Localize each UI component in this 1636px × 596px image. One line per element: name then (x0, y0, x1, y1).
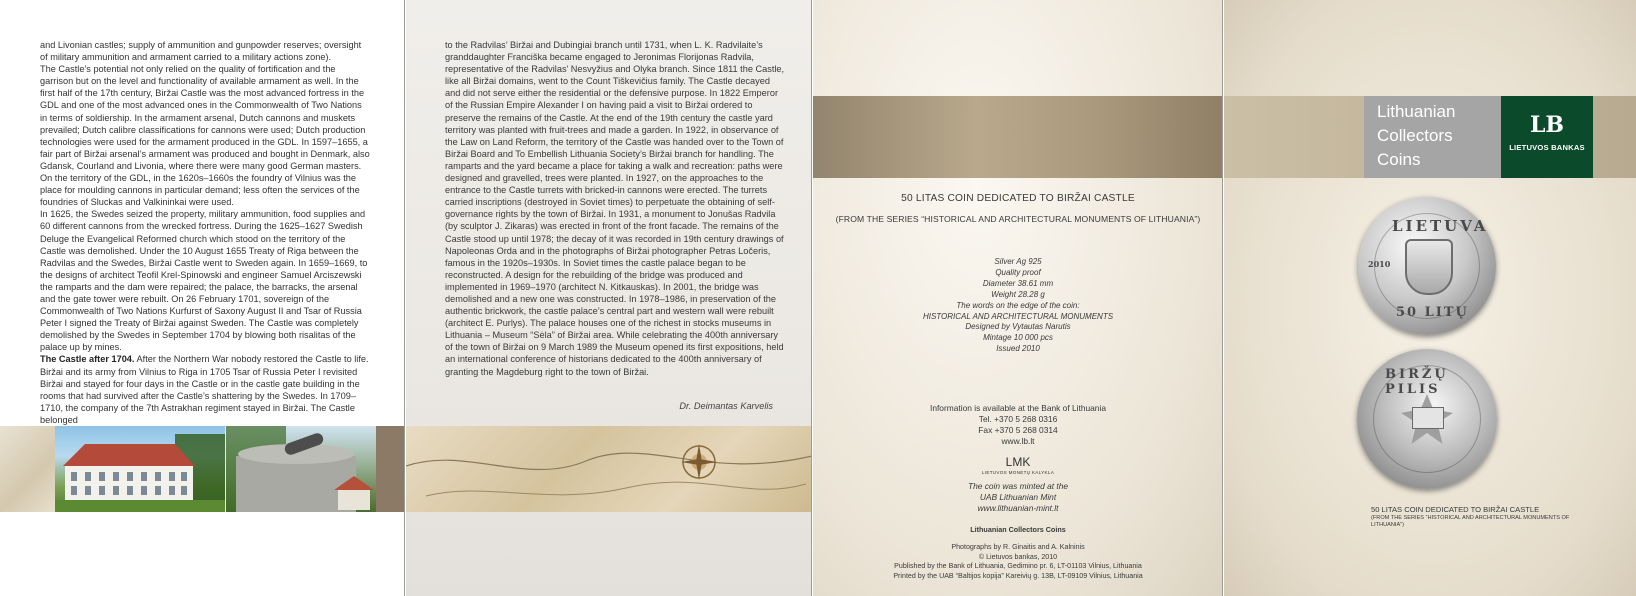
mint-website-link[interactable]: www.lithuanian-mint.lt (977, 503, 1059, 513)
history-text-left (40, 39, 370, 426)
photo-strip (0, 426, 405, 512)
map-banner (813, 96, 1223, 178)
mint-line: The coin was minted at the (967, 481, 1069, 491)
coin-series: (FROM THE SERIES “HISTORICAL AND ARCHITECTURAL MONUMENTS OF LITHUANIA”) (835, 214, 1201, 224)
series-title (1377, 100, 1502, 172)
spec-line: Diameter 38.61 mm (982, 278, 1054, 288)
mint-logo-icon: LMK (1005, 455, 1031, 469)
old-map-strip (406, 426, 812, 512)
coin-obverse-top-text: LIETUVA (1392, 217, 1489, 235)
paragraph: and Livonian castles; supply of ammunition and gunpowder reserves; oversight of military ammunition and armament carried to a military actions zone). (40, 40, 362, 63)
cover-caption-series: (FROM THE SERIES “HISTORICAL AND ARCHITECTURAL MONUMENTS OF LITHUANIA”) (1371, 515, 1570, 528)
section-heading: The Castle after 1704. (40, 354, 135, 365)
cover-coin-caption (1371, 505, 1571, 529)
credits (813, 543, 1223, 581)
credit-line: Photographs by R. Ginaitis and A. Kalninis (951, 543, 1085, 551)
mint-note (813, 481, 1223, 514)
cover-caption-title: 50 LITAS COIN DEDICATED TO BIRŽAI CASTLE (1371, 505, 1540, 514)
history-text-right: to the Radvilas’ Biržai and Dubingiai branch until 1731, when L. K. Radvilaite’s granddaughter Franciška became engaged to Jeronimas Florijonas Radvila, representative of the Radvilas’ Nesvyžius and Olyka branch. Since 1811 the Castle, like all Biržai domains, went to the Count Tiškevičius family. The Castle decayed and did not serve either the residential or the defensive purpose. In 1822 Emperor of the Russian Empire Alexander I on having paid a visit to Biržai ordered to preserve the remains of the Castle. At the end of the 19th century the castle yard territory was planted with fruit-trees and made a garden. In 1922, in observance of the Law on Land Reform, the territory of the Castle was handed over to the Town of Biržai Board and To Embellish Lithuania Society’s Biržai branch for handling. The ramparts and the yard became a place for taking a walk and recreation: paths were designed and gravelled, trees were planted. In 1927, on the approaches to the entrance to the Castle turrets with bricked-in cannons were erected. The turrets carried inscriptions (destroyed in Soviet times) to perpetuate the obtaining of self-governance rights by the town of Biržai. In 1931, a monument to Jonušas Radvila (by sculptor J. Zikaras) was erected in front of the front facade. The remains of the Castle stood up until 1978; the decay of it was recorded in 19th century drawings of Napoleonas Orda and in the photographs of Biržai photographer Petras Ločeris, famous in the 1920s–1930s. In Soviet times the castle palace began to be reconstructed. A design for the rebuilding of the bridge was produced and implemented in 1969–1970 (architect N. Kitkauskas). In 2001, the bridge was demolished and a new one was constructed. In 1978–1986, in preservation of the authentic brickwork, the castle palace’s central part and western wall were rebuilt (architect E. Purlys). The palace houses one of the richest in stocks museums in Lithuania – Museum “Sėla” of Biržai area. While celebrating the 400th anniversary of the town of Biržai on 9 March 1989 the Museum opened its first expositions, held an international conference of historians dedicated to the 400th anniversary of granting the Magdeburg right to the town of Biržai. (445, 40, 785, 377)
mint-line: UAB Lithuanian Mint (979, 492, 1057, 502)
paragraph: The Castle’s potential not only relied on the quality of fortification and the garrison but on the level and functionality of available armament as well. In the first half of the 17th century, Biržai Castle was the most advanced fortress in the GDL and one of the most advanced ones in the Commonwealth of Two Nations in terms of soldiership. In the armament arsenal, Dutch cannons and muskets prevailed; Dutch calibre classifications for cannons were used; Dutch production technologies were used for the armament produced in the GDL. In 1597–1655, a fair part of Biržai arsenal’s armament was produced and bought in Denmark, also Gdansk, Courland and Livonia, where there were many good German masters. On the territory of the GDL, in the 1620s–1660s the foundry of Vilnius was the place for moulding cannons in particular demand; less often the services of the foundries of Sluckas and Valkininkai were used. (40, 64, 370, 208)
mint-logo-caption: LIETUVOS MONETŲ KALYKLA (981, 470, 1055, 475)
coin-reverse-top-text: BIRŽŲ PILIS (1385, 367, 1449, 397)
spec-line: Silver Ag 925 (994, 257, 1042, 266)
paragraph (40, 353, 370, 426)
bank-name: LIETUVOS BANKAS (1509, 143, 1585, 152)
spec-line: The words on the edge of the coin: (956, 300, 1080, 310)
panel-coin-details (813, 0, 1223, 596)
spec-line: Weight 28.28 g (991, 289, 1045, 299)
panel-cover (1224, 0, 1636, 596)
contact-line: Information is available at the Bank of Lithuania (930, 403, 1106, 413)
spec-line: Quality proof (995, 267, 1041, 277)
panel-history-right (406, 0, 812, 596)
website-link[interactable]: www.lb.lt (1001, 436, 1035, 446)
panel-history-left (0, 0, 405, 596)
coin-reverse-image (1357, 349, 1497, 489)
paragraph-text: After the Northern War nobody restored the Castle to life. Biržai and its army from Vilnius to Riga in 1705 Tsar of Russia Peter I revisited Biržai and stayed for four days in the Castle or in the castle gate building in the rooms that had survived after the Castle’s shattering by the Swedes. In 1709–1710, the company of the 7th Astrakhan regiment stayed in Biržai. The Castle belonged (40, 354, 369, 425)
credit-line: Printed by the UAB “Baltijos kopija” Kareivių g. 13B, LT-09109 Vilnius, Lithuania (893, 571, 1143, 580)
cannon-turret-illustration (226, 426, 405, 512)
series-title-line: Lithuanian (1377, 102, 1456, 121)
bank-monogram-icon: LB (1529, 112, 1565, 138)
contact-line: Fax +370 5 268 0314 (978, 425, 1058, 435)
castle-palace-illustration (55, 426, 225, 512)
credit-line: © Lietuvos bankas, 2010 (978, 552, 1058, 561)
cannon-turret-photo (226, 426, 405, 512)
series-title-line: Coins (1377, 150, 1421, 169)
series-title-line: Collectors (1377, 126, 1453, 145)
coin-year: 2010 (1368, 259, 1391, 269)
contact-line: Tel. +370 5 268 0316 (978, 414, 1058, 424)
coin-title: 50 LITAS COIN DEDICATED TO BIRŽAI CASTLE (901, 193, 1135, 204)
old-map-illustration (406, 426, 812, 512)
bank-logo (1501, 96, 1593, 178)
map-fragment-photo (0, 426, 55, 512)
coin-obverse-image (1358, 197, 1496, 335)
vytis-shield-icon (1405, 239, 1453, 295)
author-signature: Dr. Deimantas Karvelis (679, 401, 773, 411)
castle-palace-photo (55, 426, 225, 512)
paragraph: In 1625, the Swedes seized the property, military ammunition, food supplies and 60 different cannons from the wrecked fortress. During the 1625–1627 Swedish Deluge the Evangelical Reformed church which stood on the territory of the Castle was demolished. Under the 10 August 1655 Treaty of Riga between the Radvilas and the Swedes, Biržai Castle went to Sweden again. In 1659–1669, to the designs of architect Teofil Krel-Spinowski and engineer Samuel Arciszewski the ramparts and the dam were repaired; the palace, the barracks, the arsenal and the gate tower were rebuilt. On 26 February 1701, sovereign of the Commonwealth of Two Nations Kurfurst of Saxony August II and Tsar of Russia Peter I signed the Treaty of Biržai against Sweden. The Castle was completely demolished by the Swedes in September 1704 by blowing both risalitas of the palace up by mines. (40, 209, 368, 353)
spec-line: HISTORICAL AND ARCHITECTURAL MONUMENTS (922, 311, 1114, 321)
castle-palace-icon (1412, 407, 1444, 429)
series-footer: Lithuanian Collectors Coins (970, 525, 1066, 534)
credit-line: Published by the Bank of Lithuania, Gedimino pr. 6, LT-01103 Vilnius, Lithuania (894, 562, 1142, 571)
spec-line: Designed by Vytautas Narutis (965, 322, 1071, 332)
coin-specifications (813, 257, 1223, 355)
coin-value: 50 LITŲ (1396, 305, 1469, 320)
contact-info (813, 403, 1223, 447)
spec-line: Mintage 10 000 pcs (983, 333, 1053, 343)
spec-line: Issued 2010 (996, 344, 1040, 354)
